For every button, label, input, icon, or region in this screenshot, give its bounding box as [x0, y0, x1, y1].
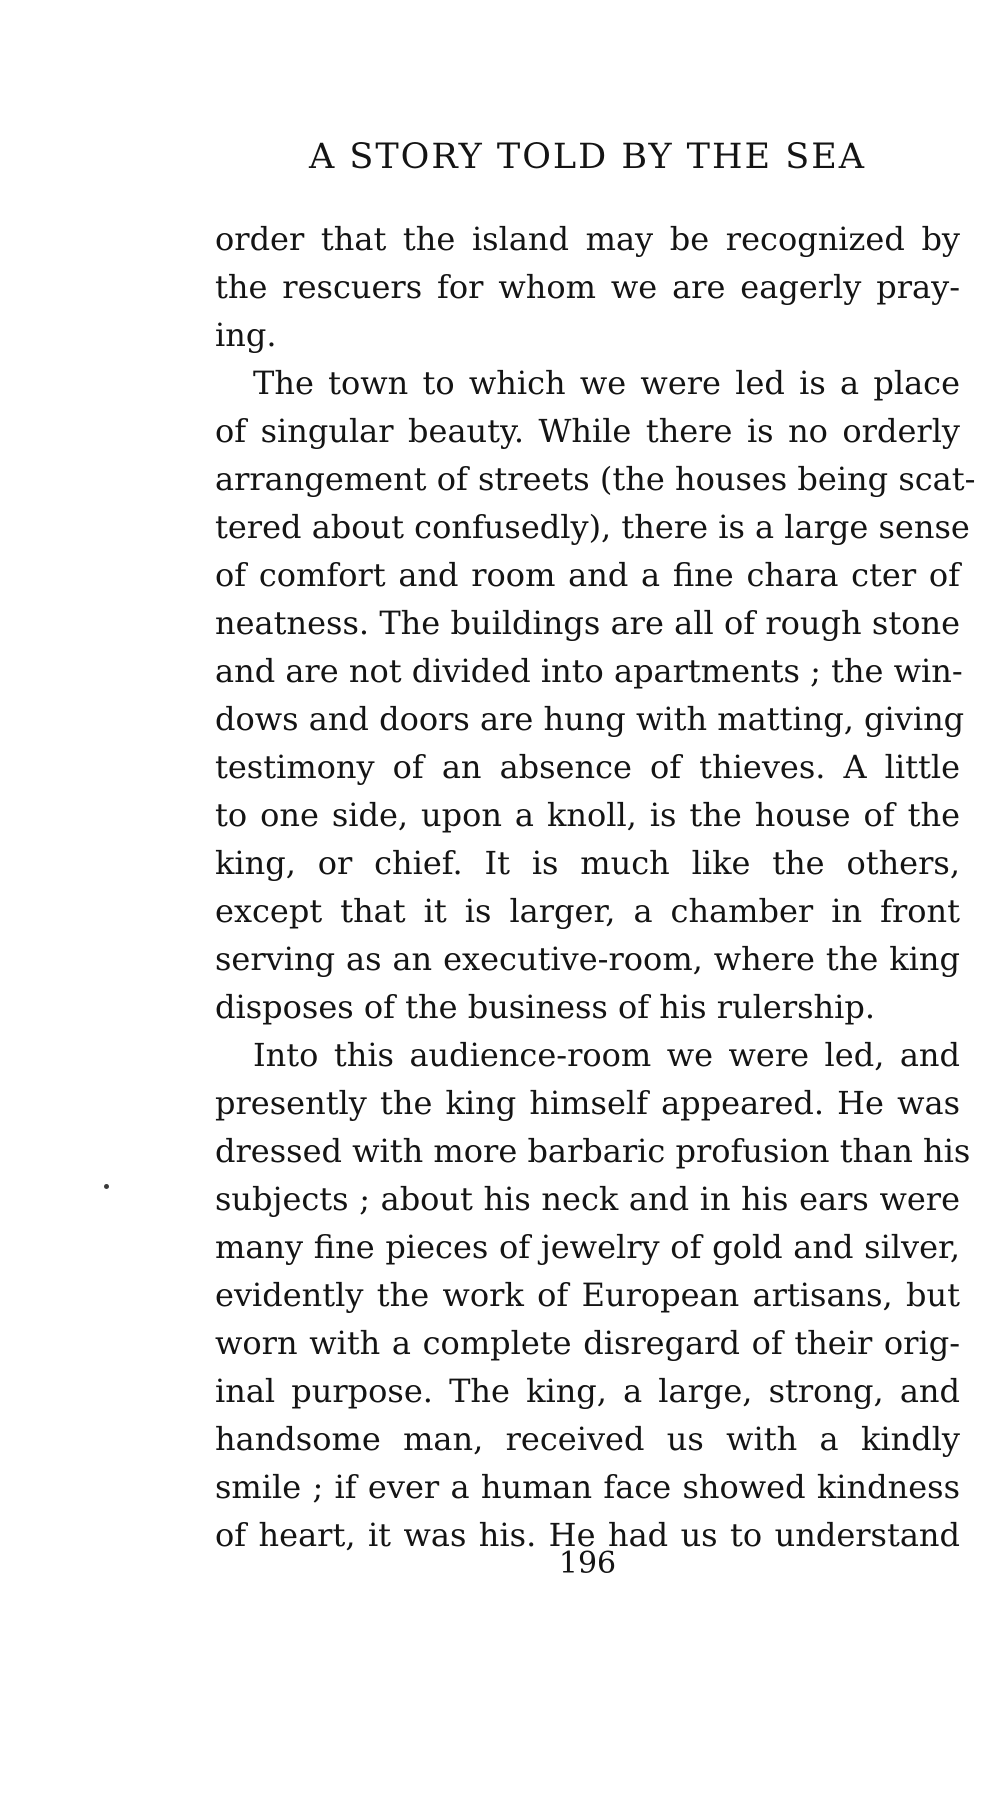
- text-line: of heart, it was his. He had us to understand: [215, 1516, 960, 1554]
- text-line: smile ; if ever a human face showed kindness: [215, 1468, 960, 1506]
- text-line: except that it is larger, a chamber in front: [215, 892, 960, 930]
- text-line: of singular beauty. While there is no orderly: [215, 412, 960, 450]
- body-text: [215, 215, 976, 1559]
- text-line: serving as an executive-room, where the king: [215, 940, 960, 978]
- text-line: dressed with more barbaric profusion than his: [215, 1132, 971, 1170]
- running-head: A STORY TOLD BY THE SEA: [308, 137, 867, 177]
- text-line: inal purpose. The king, a large, strong, and: [215, 1372, 960, 1410]
- text-line: Into this audience-room we were led, and: [253, 1036, 960, 1074]
- text-line: handsome man, received us with a kindly: [215, 1420, 960, 1458]
- text-line: of comfort and room and a fine chara cter of: [215, 556, 960, 594]
- text-line: presently the king himself appeared. He was: [215, 1084, 960, 1122]
- text-line: ing.: [215, 316, 277, 354]
- text-line: to one side, upon a knoll, is the house of the: [215, 796, 960, 834]
- text-line: and are not divided into apartments ; the win-: [215, 652, 963, 690]
- text-line: the rescuers for whom we are eagerly pray-: [215, 268, 960, 306]
- text-line: neatness. The buildings are all of rough stone: [215, 604, 960, 642]
- text-line: order that the island may be recognized by: [215, 220, 960, 258]
- text-line: The town to which we were led is a place: [253, 364, 960, 402]
- page-number: 196: [558, 1546, 617, 1581]
- text-line: tered about confusedly), there is a large sense: [215, 508, 970, 546]
- text-line: evidently the work of European artisans, but: [215, 1276, 960, 1314]
- text-line: disposes of the business of his rulership.: [215, 988, 876, 1026]
- margin-speck: [104, 1184, 109, 1189]
- text-line: arrangement of streets (the houses being scat-: [215, 460, 976, 498]
- text-line: subjects ; about his neck and in his ears were: [215, 1180, 960, 1218]
- text-line: king, or chief. It is much like the others,: [215, 844, 960, 882]
- text-line: testimony of an absence of thieves. A little: [215, 748, 960, 786]
- text-line: dows and doors are hung with matting, giving: [215, 700, 965, 738]
- text-line: many fine pieces of jewelry of gold and silver,: [215, 1228, 960, 1266]
- text-line: worn with a complete disregard of their orig-: [215, 1324, 960, 1362]
